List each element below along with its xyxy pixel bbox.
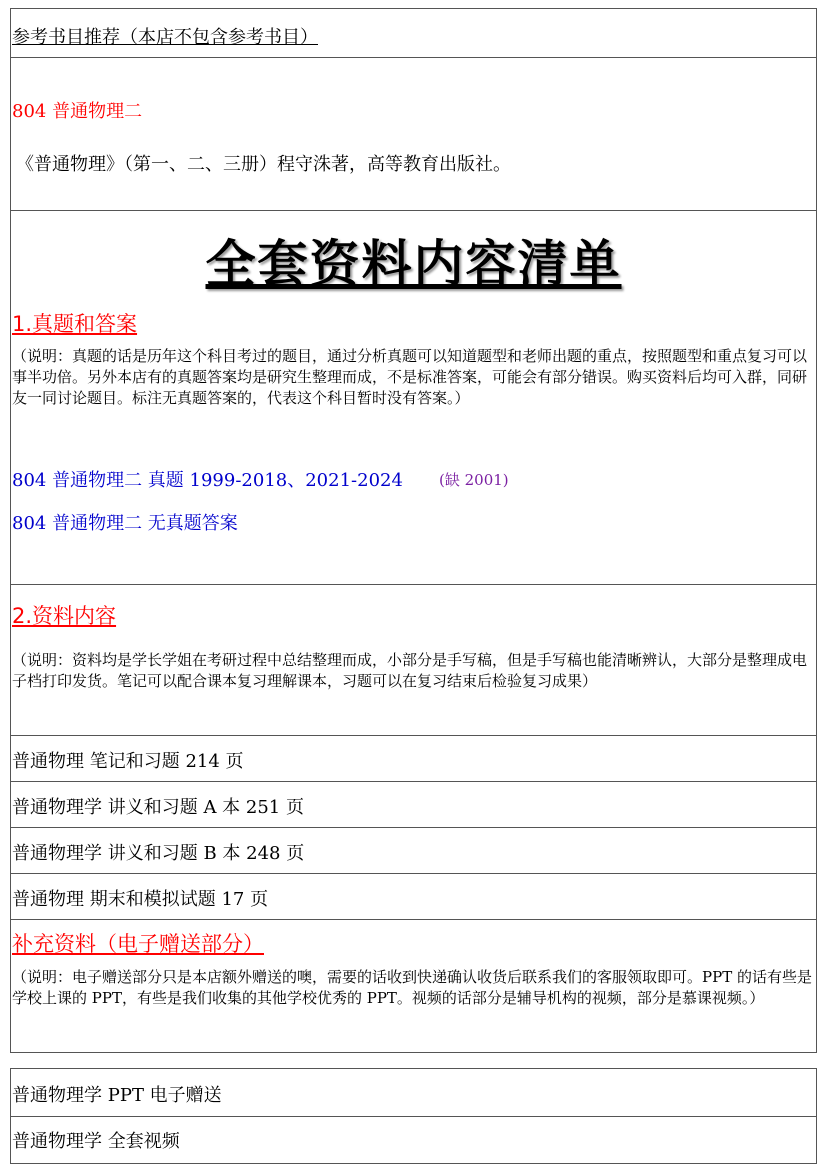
item-label: 普通物理 期末和模拟试题 17 页 bbox=[12, 889, 269, 910]
section2-note: （说明：资料均是学长学姐在考研过程中总结整理而成，小部分是手写稿，但是手写稿也能清晰辨认，大部分是整理成电子档打印发货。笔记可以配合课本复习理解课本，习题可以在复习结束后检验复习成果） bbox=[12, 651, 808, 690]
section2-title: 2.资料内容 bbox=[12, 604, 117, 628]
section1-title: 1.真题和答案 bbox=[12, 312, 138, 336]
item-label: 普通物理 笔记和习题 214 页 bbox=[12, 751, 244, 772]
main-title: 全套资料内容清单 bbox=[205, 235, 622, 293]
item-label: 普通物理学 全套视频 bbox=[12, 1131, 180, 1152]
item-label: 普通物理学 PPT 电子赠送 bbox=[12, 1085, 222, 1106]
ref-books-title: 参考书目推荐（本店不包含参考书目） bbox=[12, 27, 318, 48]
exam-years: 804 普通物理二 真题 1999-2018、2021-2024 bbox=[12, 470, 403, 491]
section3-row bbox=[11, 919, 816, 1053]
section3-title: 补充资料（电子赠送部分） bbox=[12, 932, 264, 956]
section2-row bbox=[11, 584, 816, 736]
reference-book: 《普通物理》（第一、二、三册）程守洙著，高等教育出版社。 bbox=[16, 154, 511, 175]
section3-note: （说明：电子赠送部分只是本店额外赠送的噢，需要的话收到快递确认收货后联系我们的客服领取即可。PPT 的话有些是学校上课的 PPT，有些是我们收集的其他学校优秀的 PPT。视频的话部分是辅导机构的视频，部分是慕课视频。） bbox=[12, 968, 812, 1007]
section1-row bbox=[11, 302, 816, 585]
main-title-row bbox=[11, 210, 816, 302]
list-item bbox=[11, 781, 816, 828]
item-label: 普通物理学 讲义和习题 B 本 248 页 bbox=[12, 843, 305, 864]
list-item bbox=[11, 1069, 816, 1117]
list-item bbox=[11, 873, 816, 920]
missing-year: (缺 2001) bbox=[439, 471, 509, 489]
exam-line bbox=[12, 466, 403, 492]
list-item bbox=[11, 735, 816, 782]
list-item bbox=[11, 1116, 816, 1163]
list-item bbox=[11, 827, 816, 874]
section1-note: （说明：真题的话是历年这个科目考过的题目，通过分析真题可以知道题型和老师出题的重点，按照题型和重点复习可以事半功倍。另外本店有的真题答案均是研究生整理而成，不是标准答案，可能会有部分错误。购买资料后均可入群，同研友一同讨论题目。标注无真题答案的，代表这个科目暂时没有答案。） bbox=[12, 347, 808, 407]
no-answer-line: 804 普通物理二 无真题答案 bbox=[12, 513, 238, 534]
reference-subject: 804 普通物理二 bbox=[12, 101, 143, 122]
ref-books-header-row bbox=[11, 9, 816, 58]
reference-row bbox=[11, 57, 816, 211]
document-table bbox=[10, 8, 817, 1053]
gift-table bbox=[10, 1068, 817, 1164]
item-label: 普通物理学 讲义和习题 A 本 251 页 bbox=[12, 797, 304, 818]
